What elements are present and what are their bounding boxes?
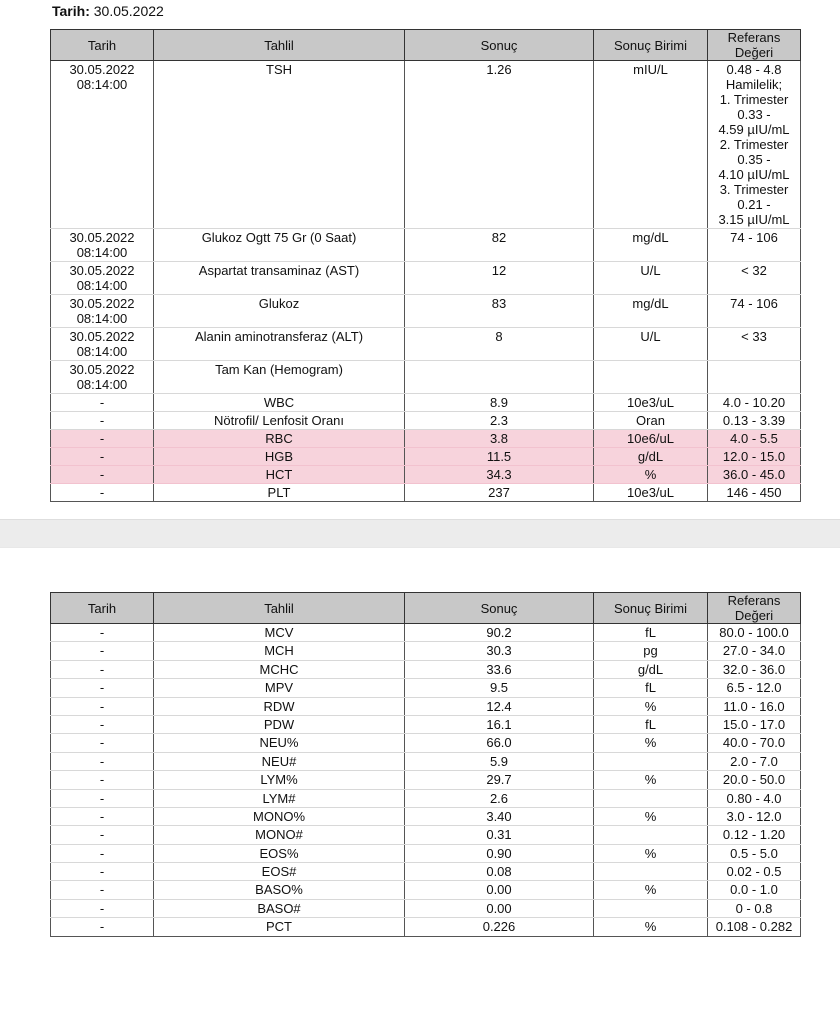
cell-test: WBC	[154, 394, 405, 412]
table-row	[51, 918, 801, 936]
cell-unit: %	[594, 734, 708, 752]
cell-date	[51, 484, 154, 502]
cell-reference: 0 - 0.8	[708, 899, 801, 917]
cell-result: 3.40	[405, 807, 594, 825]
cell-reference: 6.5 - 12.0	[708, 679, 801, 697]
cell-result: 33.6	[405, 660, 594, 678]
cell-test: MONO#	[154, 826, 405, 844]
cell-date	[51, 328, 154, 361]
reference-line: 3. Trimester 0.21 -	[719, 182, 789, 212]
cell-test: MONO%	[154, 807, 405, 825]
cell-result: 12.4	[405, 697, 594, 715]
col-sonuc-birimi: Sonuç Birimi	[594, 30, 708, 61]
cell-date: -	[51, 899, 154, 917]
cell-result: 83	[405, 295, 594, 328]
cell-result: 237	[405, 484, 594, 502]
reference-line: 1. Trimester 0.33 -	[719, 92, 789, 122]
cell-result: 8.9	[405, 394, 594, 412]
cell-unit: fL	[594, 679, 708, 697]
cell-reference	[708, 229, 801, 262]
table-header	[51, 593, 801, 624]
cell-result: 3.8	[405, 430, 594, 448]
cell-test: HCT	[154, 466, 405, 484]
cell-test: Glukoz Ogtt 75 Gr (0 Saat)	[154, 229, 405, 262]
table-row	[51, 899, 801, 917]
cell-unit	[594, 826, 708, 844]
col-tarih: Tarih	[51, 593, 154, 624]
cell-date: -	[51, 881, 154, 899]
lab-results-table-1	[50, 29, 801, 502]
cell-reference	[708, 295, 801, 328]
cell-date: -	[51, 660, 154, 678]
table-row	[51, 448, 801, 466]
cell-unit: U/L	[594, 328, 708, 361]
date-text: -	[99, 431, 105, 446]
cell-date	[51, 61, 154, 229]
reference-line: 4.59 µIU/mL	[718, 122, 790, 137]
cell-date: -	[51, 752, 154, 770]
reference-line: Hamilelik;	[725, 77, 783, 92]
reference-line: < 33	[741, 329, 767, 344]
cell-date: -	[51, 918, 154, 936]
cell-reference: 27.0 - 34.0	[708, 642, 801, 660]
time-text: 08:14:00	[76, 77, 128, 92]
date-text: -	[99, 485, 105, 500]
time-text: 08:14:00	[76, 344, 128, 359]
col-tarih: Tarih	[51, 30, 154, 61]
cell-result: 0.08	[405, 863, 594, 881]
cell-result: 34.3	[405, 466, 594, 484]
table-row	[51, 412, 801, 430]
report-date-label: Tarih:	[52, 3, 90, 19]
table-row	[51, 466, 801, 484]
cell-unit	[594, 899, 708, 917]
table-row	[51, 328, 801, 361]
cell-result: 90.2	[405, 624, 594, 642]
cell-unit: %	[594, 697, 708, 715]
cell-reference	[708, 484, 801, 502]
date-text: -	[99, 449, 105, 464]
cell-test: NEU#	[154, 752, 405, 770]
cell-reference: 32.0 - 36.0	[708, 660, 801, 678]
table-row	[51, 789, 801, 807]
cell-unit: Oran	[594, 412, 708, 430]
cell-test: MPV	[154, 679, 405, 697]
table-row	[51, 430, 801, 448]
cell-result: 0.31	[405, 826, 594, 844]
reference-line: < 32	[741, 263, 767, 278]
col-tahlil: Tahlil	[154, 30, 405, 61]
date-text: -	[99, 413, 105, 428]
col-referans: Referans Değeri	[708, 30, 801, 61]
cell-date: -	[51, 771, 154, 789]
cell-test: Glukoz	[154, 295, 405, 328]
cell-result: 2.6	[405, 789, 594, 807]
col-tahlil: Tahlil	[154, 593, 405, 624]
cell-test: MCHC	[154, 660, 405, 678]
cell-result: 1.26	[405, 61, 594, 229]
col-referans: Referans Değeri	[708, 593, 801, 624]
cell-test: Alanin aminotransferaz (ALT)	[154, 328, 405, 361]
cell-result: 82	[405, 229, 594, 262]
cell-reference: 0.5 - 5.0	[708, 844, 801, 862]
cell-date: -	[51, 624, 154, 642]
cell-test: Nötrofil/ Lenfosit Oranı	[154, 412, 405, 430]
table-row	[51, 771, 801, 789]
cell-reference: 0.108 - 0.282	[708, 918, 801, 936]
cell-reference: 2.0 - 7.0	[708, 752, 801, 770]
cell-result: 5.9	[405, 752, 594, 770]
cell-reference: 15.0 - 17.0	[708, 715, 801, 733]
cell-test: BASO#	[154, 899, 405, 917]
time-text: 08:14:00	[76, 278, 128, 293]
cell-date: -	[51, 679, 154, 697]
cell-result: 0.226	[405, 918, 594, 936]
cell-date	[51, 262, 154, 295]
table-row	[51, 715, 801, 733]
cell-test: RDW	[154, 697, 405, 715]
date-text: 30.05.2022	[69, 62, 135, 77]
date-text: -	[99, 467, 105, 482]
cell-unit: %	[594, 881, 708, 899]
cell-date: -	[51, 697, 154, 715]
reference-line: 4.10 µIU/mL	[718, 167, 790, 182]
reference-line: 0.48 - 4.8	[726, 62, 782, 77]
cell-reference	[708, 361, 801, 394]
cell-result: 0.00	[405, 881, 594, 899]
cell-result	[405, 361, 594, 394]
table-row	[51, 679, 801, 697]
table-row	[51, 881, 801, 899]
table-row	[51, 697, 801, 715]
cell-unit: mg/dL	[594, 229, 708, 262]
cell-unit	[594, 863, 708, 881]
cell-date	[51, 448, 154, 466]
cell-unit: %	[594, 918, 708, 936]
cell-result: 12	[405, 262, 594, 295]
table-row	[51, 660, 801, 678]
cell-date: -	[51, 789, 154, 807]
cell-test: Aspartat transaminaz (AST)	[154, 262, 405, 295]
cell-unit	[594, 789, 708, 807]
cell-unit	[594, 752, 708, 770]
cell-result: 29.7	[405, 771, 594, 789]
cell-test: EOS#	[154, 863, 405, 881]
table-row	[51, 624, 801, 642]
cell-result: 2.3	[405, 412, 594, 430]
reference-line: 2. Trimester 0.35 -	[719, 137, 789, 167]
date-text: 30.05.2022	[69, 230, 135, 245]
cell-date	[51, 466, 154, 484]
col-sonuc-birimi: Sonuç Birimi	[594, 593, 708, 624]
reference-line: 4.0 - 5.5	[730, 431, 778, 446]
cell-reference: 0.02 - 0.5	[708, 863, 801, 881]
col-sonuc: Sonuç	[405, 593, 594, 624]
cell-reference	[708, 448, 801, 466]
cell-reference	[708, 328, 801, 361]
cell-test: RBC	[154, 430, 405, 448]
cell-date: -	[51, 642, 154, 660]
table-row	[51, 229, 801, 262]
cell-date: -	[51, 863, 154, 881]
cell-reference: 0.12 - 1.20	[708, 826, 801, 844]
cell-test: HGB	[154, 448, 405, 466]
reference-line: 36.0 - 45.0	[722, 467, 786, 482]
cell-test: PDW	[154, 715, 405, 733]
cell-test: NEU%	[154, 734, 405, 752]
table-row	[51, 734, 801, 752]
cell-unit: g/dL	[594, 448, 708, 466]
cell-reference	[708, 466, 801, 484]
cell-result: 0.90	[405, 844, 594, 862]
col-sonuc: Sonuç	[405, 30, 594, 61]
reference-line: 0.13 - 3.39	[722, 413, 786, 428]
cell-result: 11.5	[405, 448, 594, 466]
report-date-value: 30.05.2022	[93, 3, 164, 19]
time-text: 08:14:00	[76, 311, 128, 326]
cell-unit: fL	[594, 624, 708, 642]
cell-test: MCV	[154, 624, 405, 642]
table-row	[51, 807, 801, 825]
time-text: 08:14:00	[76, 377, 128, 392]
cell-reference: 0.0 - 1.0	[708, 881, 801, 899]
table-row	[51, 295, 801, 328]
cell-test: PLT	[154, 484, 405, 502]
cell-date	[51, 295, 154, 328]
cell-result: 66.0	[405, 734, 594, 752]
cell-test: Tam Kan (Hemogram)	[154, 361, 405, 394]
cell-unit: 10e3/uL	[594, 394, 708, 412]
cell-date	[51, 361, 154, 394]
reference-line: 3.15 µIU/mL	[718, 212, 790, 227]
cell-unit: pg	[594, 642, 708, 660]
cell-reference: 80.0 - 100.0	[708, 624, 801, 642]
page-separator	[0, 519, 840, 548]
table-row	[51, 844, 801, 862]
cell-test: BASO%	[154, 881, 405, 899]
reference-line: 146 - 450	[726, 485, 782, 500]
cell-reference	[708, 412, 801, 430]
reference-line: 74 - 106	[730, 230, 778, 245]
cell-result: 9.5	[405, 679, 594, 697]
cell-unit: %	[594, 807, 708, 825]
cell-unit: %	[594, 844, 708, 862]
table-row	[51, 61, 801, 229]
date-text: 30.05.2022	[69, 263, 135, 278]
cell-result: 16.1	[405, 715, 594, 733]
cell-test: TSH	[154, 61, 405, 229]
cell-reference: 11.0 - 16.0	[708, 697, 801, 715]
cell-test: LYM#	[154, 789, 405, 807]
cell-test: EOS%	[154, 844, 405, 862]
table-header	[51, 30, 801, 61]
cell-reference: 40.0 - 70.0	[708, 734, 801, 752]
table-row	[51, 361, 801, 394]
table-row	[51, 394, 801, 412]
cell-date: -	[51, 715, 154, 733]
cell-date: -	[51, 844, 154, 862]
reference-line: 74 - 106	[730, 296, 778, 311]
cell-unit: mIU/L	[594, 61, 708, 229]
table-row	[51, 642, 801, 660]
cell-date: -	[51, 826, 154, 844]
cell-unit: U/L	[594, 262, 708, 295]
date-text: 30.05.2022	[69, 362, 135, 377]
cell-reference	[708, 394, 801, 412]
reference-line: 4.0 - 10.20	[722, 395, 786, 410]
cell-result: 8	[405, 328, 594, 361]
cell-date	[51, 394, 154, 412]
cell-result: 0.00	[405, 899, 594, 917]
reference-line: 12.0 - 15.0	[722, 449, 786, 464]
cell-test: LYM%	[154, 771, 405, 789]
lab-results-table-2	[50, 592, 801, 937]
date-text: 30.05.2022	[69, 296, 135, 311]
cell-unit: g/dL	[594, 660, 708, 678]
table-row	[51, 262, 801, 295]
cell-reference	[708, 430, 801, 448]
table-row	[51, 863, 801, 881]
cell-unit: %	[594, 771, 708, 789]
time-text: 08:14:00	[76, 245, 128, 260]
cell-result: 30.3	[405, 642, 594, 660]
cell-date: -	[51, 734, 154, 752]
cell-unit: 10e6/uL	[594, 430, 708, 448]
cell-unit	[594, 361, 708, 394]
cell-unit: %	[594, 466, 708, 484]
cell-reference: 20.0 - 50.0	[708, 771, 801, 789]
cell-unit: 10e3/uL	[594, 484, 708, 502]
table-row	[51, 752, 801, 770]
cell-date	[51, 430, 154, 448]
cell-unit: mg/dL	[594, 295, 708, 328]
date-text: -	[99, 395, 105, 410]
cell-reference	[708, 61, 801, 229]
date-text: 30.05.2022	[69, 329, 135, 344]
cell-date	[51, 412, 154, 430]
cell-date	[51, 229, 154, 262]
cell-test: PCT	[154, 918, 405, 936]
cell-unit: fL	[594, 715, 708, 733]
cell-reference	[708, 262, 801, 295]
report-date	[52, 3, 164, 19]
cell-reference: 0.80 - 4.0	[708, 789, 801, 807]
cell-reference: 3.0 - 12.0	[708, 807, 801, 825]
table-row	[51, 826, 801, 844]
cell-date: -	[51, 807, 154, 825]
table-row	[51, 484, 801, 502]
cell-test: MCH	[154, 642, 405, 660]
